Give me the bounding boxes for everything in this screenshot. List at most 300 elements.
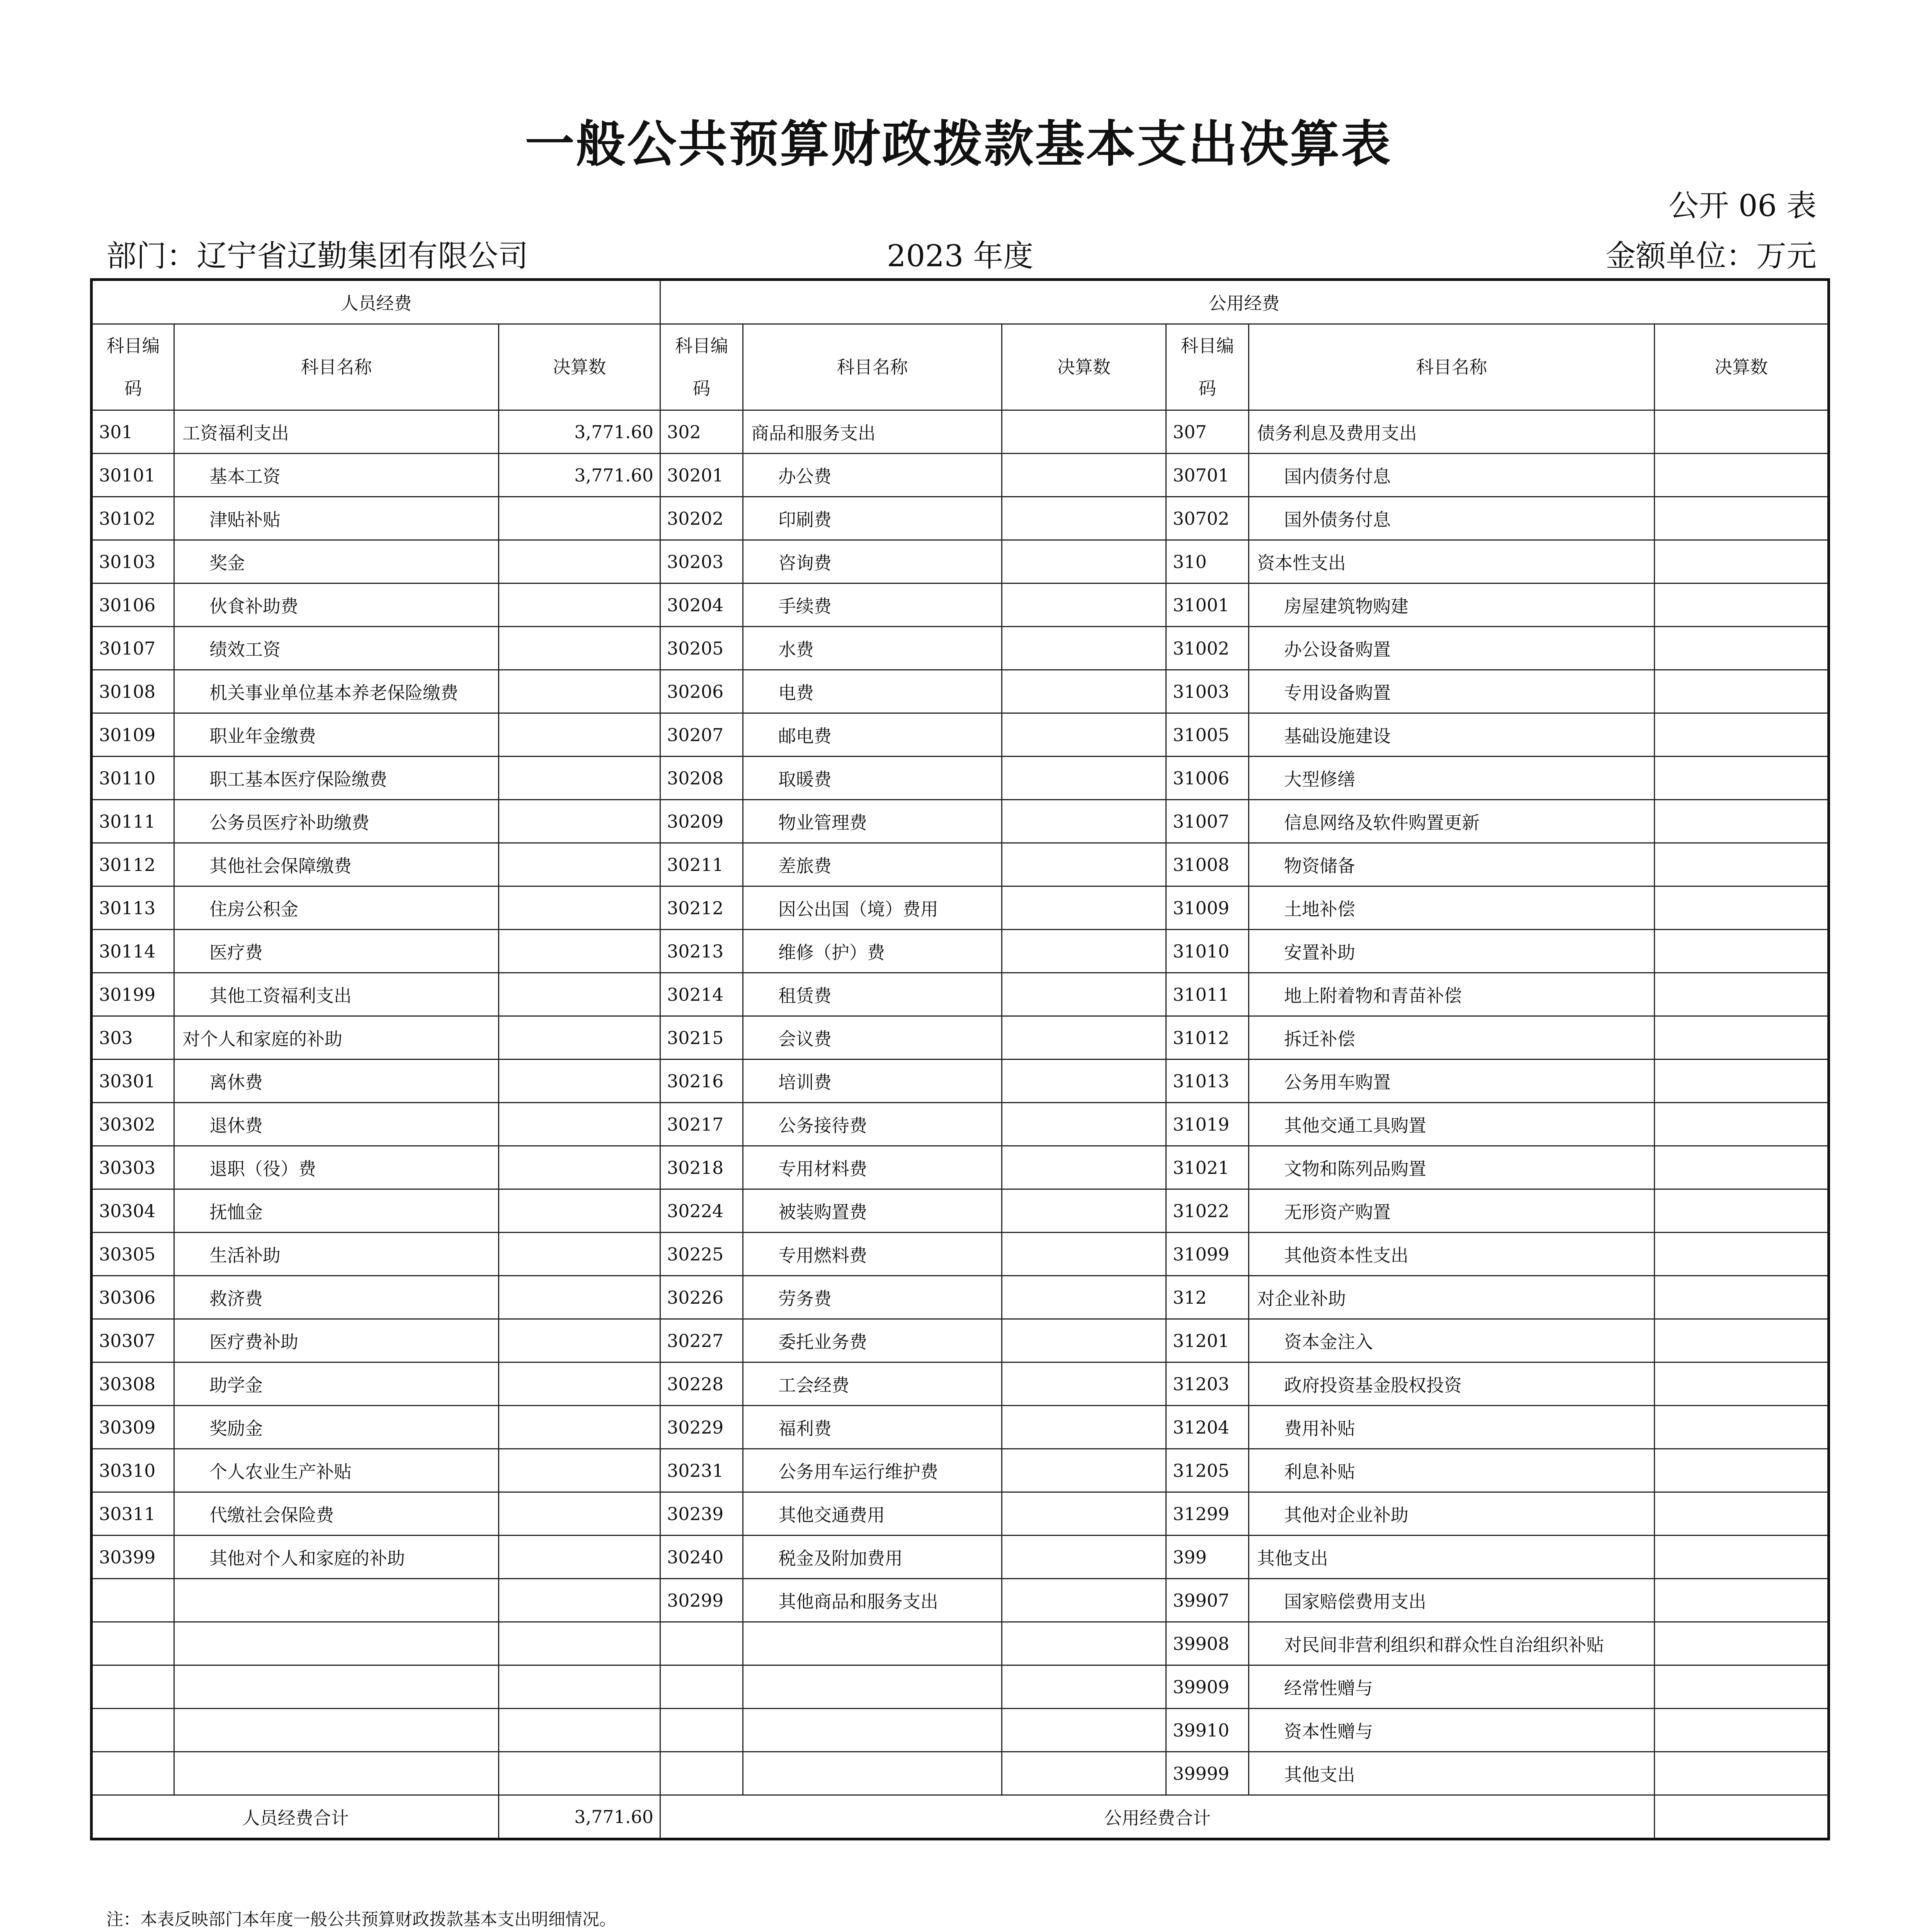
table-row: [92, 1709, 1829, 1752]
item-amount: [499, 757, 660, 800]
item-amount: [1655, 454, 1829, 497]
item-code: 31009: [1166, 886, 1249, 930]
item-name: 资本金注入: [1249, 1319, 1655, 1362]
item-amount: [499, 1103, 660, 1146]
item-name: 住房公积金: [174, 886, 499, 930]
note-line: 注：本表反映部门本年度一般公共预算财政拨款基本支出明细情况。: [106, 1910, 616, 1929]
table-row: [92, 886, 1829, 930]
item-name: 房屋建筑物购建: [1249, 583, 1655, 627]
item-amount: [1002, 540, 1166, 583]
item-code: 30399: [92, 1536, 174, 1579]
item-code: 30310: [92, 1449, 174, 1492]
item-amount: [499, 1449, 660, 1492]
table-row: [92, 670, 1829, 713]
item-amount: [1655, 1579, 1829, 1622]
item-name: [174, 1709, 499, 1752]
item-name: [174, 1752, 499, 1795]
item-amount: [1655, 1103, 1829, 1146]
item-code: 31008: [1166, 843, 1249, 886]
item-name: 劳务费: [743, 1276, 1002, 1319]
item-code: 30304: [92, 1189, 174, 1233]
amount-unit: 金额单位：万元: [1605, 239, 1817, 274]
item-name: 基础设施建设: [1249, 713, 1655, 757]
fiscal-year: 2023 年度: [887, 239, 1034, 274]
table-row: [92, 1016, 1829, 1060]
item-code: [92, 1665, 174, 1709]
item-code: 30308: [92, 1362, 174, 1406]
item-name: [174, 1622, 499, 1665]
item-name: 绩效工资: [174, 627, 499, 670]
item-amount: [1002, 1622, 1166, 1665]
department-label: 部门：辽宁省辽勤集团有限公司: [106, 239, 529, 274]
item-name: 会议费: [743, 1016, 1002, 1060]
item-code: 30224: [660, 1189, 743, 1233]
column-header-amount: 决算数: [499, 324, 660, 410]
public-total-label: 公用经费合计: [660, 1795, 1655, 1839]
item-name: [743, 1622, 1002, 1665]
item-amount: [499, 497, 660, 540]
item-code: [92, 1579, 174, 1622]
item-amount: [1655, 973, 1829, 1016]
item-code: [660, 1665, 743, 1709]
item-amount: [1655, 1622, 1829, 1665]
item-name: 公务用车购置: [1249, 1060, 1655, 1103]
item-amount: [1002, 1103, 1166, 1146]
item-code: 30226: [660, 1276, 743, 1319]
item-code: 30208: [660, 757, 743, 800]
item-code: 30701: [1166, 454, 1249, 497]
item-code: 30309: [92, 1406, 174, 1449]
item-code: 30306: [92, 1276, 174, 1319]
item-name: 大型修缮: [1249, 757, 1655, 800]
item-name: 被装购置费: [743, 1189, 1002, 1233]
item-code: 30228: [660, 1362, 743, 1406]
item-name: 因公出国（境）费用: [743, 886, 1002, 930]
item-code: 31010: [1166, 930, 1249, 973]
item-code: 31205: [1166, 1449, 1249, 1492]
item-code: 30229: [660, 1406, 743, 1449]
item-name: 福利费: [743, 1406, 1002, 1449]
item-name: 国内债务付息: [1249, 454, 1655, 497]
item-name: 商品和服务支出: [743, 410, 1002, 454]
item-amount: [1655, 1665, 1829, 1709]
item-amount: [1655, 1449, 1829, 1492]
item-amount: [1002, 1016, 1166, 1060]
table-row: [92, 540, 1829, 583]
item-amount: [499, 540, 660, 583]
item-amount: [1002, 670, 1166, 713]
table-row: [92, 1103, 1829, 1146]
item-name: 物业管理费: [743, 800, 1002, 843]
table-row: [92, 1319, 1829, 1362]
item-name: 水费: [743, 627, 1002, 670]
item-code: 30305: [92, 1233, 174, 1276]
item-name: 奖金: [174, 540, 499, 583]
item-name: 医疗费: [174, 930, 499, 973]
table-row: [92, 1146, 1829, 1189]
item-code: 39908: [1166, 1622, 1249, 1665]
item-name: 其他对个人和家庭的补助: [174, 1536, 499, 1579]
item-amount: [1655, 670, 1829, 713]
item-code: 30112: [92, 843, 174, 886]
item-amount: [1655, 1189, 1829, 1233]
item-amount: [499, 1362, 660, 1406]
table-row: [92, 1233, 1829, 1276]
item-name: 专用设备购置: [1249, 670, 1655, 713]
item-amount: [1002, 843, 1166, 886]
item-name: 退休费: [174, 1103, 499, 1146]
item-code: 31299: [1166, 1492, 1249, 1536]
item-amount: [1655, 497, 1829, 540]
item-name: 信息网络及软件购置更新: [1249, 800, 1655, 843]
item-code: 31002: [1166, 627, 1249, 670]
item-code: 39999: [1166, 1752, 1249, 1795]
item-name: 助学金: [174, 1362, 499, 1406]
item-amount: [499, 1579, 660, 1622]
item-code: 30212: [660, 886, 743, 930]
group-public: 公用经费: [660, 280, 1829, 324]
form-number: 公开 06 表: [1669, 189, 1817, 223]
item-amount: [499, 1189, 660, 1233]
table-row: [92, 497, 1829, 540]
table-row: [92, 454, 1829, 497]
item-name: 津贴补贴: [174, 497, 499, 540]
item-code: 30209: [660, 800, 743, 843]
item-name: 利息补贴: [1249, 1449, 1655, 1492]
item-code: 30205: [660, 627, 743, 670]
item-amount: [1002, 1276, 1166, 1319]
item-name: 其他支出: [1249, 1752, 1655, 1795]
item-code: 30239: [660, 1492, 743, 1536]
item-amount: [499, 1492, 660, 1536]
item-amount: [1655, 930, 1829, 973]
table-row: [92, 1276, 1829, 1319]
item-amount: [1655, 1709, 1829, 1752]
item-amount: [1655, 1406, 1829, 1449]
item-amount: [1002, 1406, 1166, 1449]
table-row: [92, 1406, 1829, 1449]
item-name: [743, 1665, 1002, 1709]
item-amount: [1655, 886, 1829, 930]
item-code: 30206: [660, 670, 743, 713]
item-code: 30303: [92, 1146, 174, 1189]
item-name: [743, 1709, 1002, 1752]
item-amount: [499, 1233, 660, 1276]
item-amount: [1002, 1709, 1166, 1752]
item-name: 取暖费: [743, 757, 1002, 800]
item-amount: [1002, 1492, 1166, 1536]
item-name: 职业年金缴费: [174, 713, 499, 757]
item-code: 30103: [92, 540, 174, 583]
item-name: 资本性赠与: [1249, 1709, 1655, 1752]
item-code: 30240: [660, 1536, 743, 1579]
item-amount: [499, 1016, 660, 1060]
column-header-code: 科目编码: [660, 324, 743, 410]
item-name: 其他支出: [1249, 1536, 1655, 1579]
item-name: 公务接待费: [743, 1103, 1002, 1146]
item-code: 30207: [660, 713, 743, 757]
item-amount: [1655, 1146, 1829, 1189]
item-code: 30218: [660, 1146, 743, 1189]
item-amount: [1655, 843, 1829, 886]
item-name: 办公费: [743, 454, 1002, 497]
item-name: 其他交通工具购置: [1249, 1103, 1655, 1146]
item-amount: [499, 800, 660, 843]
item-amount: [1002, 930, 1166, 973]
item-name: 生活补助: [174, 1233, 499, 1276]
column-header-code: 科目编码: [1166, 324, 1249, 410]
item-code: [92, 1622, 174, 1665]
item-code: 30231: [660, 1449, 743, 1492]
group-personnel: 人员经费: [92, 280, 660, 324]
item-name: 个人农业生产补贴: [174, 1449, 499, 1492]
item-name: 其他商品和服务支出: [743, 1579, 1002, 1622]
column-header-row: [92, 324, 1829, 410]
item-amount: [499, 1622, 660, 1665]
item-amount: [1002, 713, 1166, 757]
item-name: 对民间非营利组织和群众性自治组织补贴: [1249, 1622, 1655, 1665]
item-code: 312: [1166, 1276, 1249, 1319]
item-code: 30213: [660, 930, 743, 973]
item-code: 31019: [1166, 1103, 1249, 1146]
item-name: 费用补贴: [1249, 1406, 1655, 1449]
column-header-name: 科目名称: [1249, 324, 1655, 410]
item-name: 基本工资: [174, 454, 499, 497]
item-code: 399: [1166, 1536, 1249, 1579]
item-amount: [1655, 1752, 1829, 1795]
item-amount: [499, 1536, 660, 1579]
item-name: 印刷费: [743, 497, 1002, 540]
item-code: 30110: [92, 757, 174, 800]
item-code: 30204: [660, 583, 743, 627]
item-name: 安置补助: [1249, 930, 1655, 973]
item-code: 310: [1166, 540, 1249, 583]
item-name: [174, 1579, 499, 1622]
item-amount: [1002, 757, 1166, 800]
column-header-amount: 决算数: [1002, 324, 1166, 410]
item-code: 30307: [92, 1319, 174, 1362]
item-amount: [1655, 1276, 1829, 1319]
table-row: [92, 1536, 1829, 1579]
item-code: 31012: [1166, 1016, 1249, 1060]
item-code: 31099: [1166, 1233, 1249, 1276]
item-amount: [1002, 1536, 1166, 1579]
item-name: 差旅费: [743, 843, 1002, 886]
table-row: [92, 1665, 1829, 1709]
item-amount: [1655, 1492, 1829, 1536]
item-amount: [1655, 1362, 1829, 1406]
item-name: 拆迁补偿: [1249, 1016, 1655, 1060]
item-amount: [499, 713, 660, 757]
item-code: [92, 1709, 174, 1752]
item-code: 30216: [660, 1060, 743, 1103]
item-amount: [1002, 1233, 1166, 1276]
item-code: 31003: [1166, 670, 1249, 713]
item-amount: [1002, 583, 1166, 627]
item-name: 邮电费: [743, 713, 1002, 757]
item-amount: [1002, 410, 1166, 454]
item-name: 税金及附加费用: [743, 1536, 1002, 1579]
table-row: [92, 1449, 1829, 1492]
table-row: [92, 800, 1829, 843]
item-amount: [1002, 1449, 1166, 1492]
item-amount: [499, 1060, 660, 1103]
item-amount: [1655, 1016, 1829, 1060]
item-code: 31007: [1166, 800, 1249, 843]
table-row: [92, 843, 1829, 886]
item-name: 其他工资福利支出: [174, 973, 499, 1016]
item-name: 电费: [743, 670, 1002, 713]
item-amount: [499, 1752, 660, 1795]
item-code: 31021: [1166, 1146, 1249, 1189]
item-amount: [1002, 454, 1166, 497]
item-name: 工资福利支出: [174, 410, 499, 454]
item-code: 39907: [1166, 1579, 1249, 1622]
item-amount: [1655, 1060, 1829, 1103]
table-row: [92, 930, 1829, 973]
item-amount: [499, 1709, 660, 1752]
item-amount: [499, 930, 660, 973]
table-row: [92, 713, 1829, 757]
table-row: [92, 1060, 1829, 1103]
item-name: 专用材料费: [743, 1146, 1002, 1189]
item-name: 工会经费: [743, 1362, 1002, 1406]
table-row: [92, 1752, 1829, 1795]
item-code: 30301: [92, 1060, 174, 1103]
item-name: 政府投资基金股权投资: [1249, 1362, 1655, 1406]
item-amount: [1002, 973, 1166, 1016]
item-amount: [1655, 757, 1829, 800]
item-amount: [1002, 886, 1166, 930]
column-header-name: 科目名称: [743, 324, 1002, 410]
item-name: 公务用车运行维护费: [743, 1449, 1002, 1492]
item-name: 伙食补助费: [174, 583, 499, 627]
item-code: 30201: [660, 454, 743, 497]
item-amount: [1655, 410, 1829, 454]
item-code: 301: [92, 410, 174, 454]
item-amount: 3,771.60: [499, 454, 660, 497]
item-name: [743, 1752, 1002, 1795]
item-code: 30107: [92, 627, 174, 670]
item-amount: [499, 843, 660, 886]
item-amount: [1655, 540, 1829, 583]
item-code: 30108: [92, 670, 174, 713]
column-header-code: 科目编码: [92, 324, 174, 410]
item-amount: [1002, 1665, 1166, 1709]
item-name: 经常性赠与: [1249, 1665, 1655, 1709]
table-row: [92, 1622, 1829, 1665]
item-name: 无形资产购置: [1249, 1189, 1655, 1233]
item-amount: [1655, 1536, 1829, 1579]
item-amount: 3,771.60: [499, 410, 660, 454]
table-row: [92, 973, 1829, 1016]
item-code: 302: [660, 410, 743, 454]
item-code: 30215: [660, 1016, 743, 1060]
item-amount: [499, 1319, 660, 1362]
item-code: 30114: [92, 930, 174, 973]
item-amount: [1655, 627, 1829, 670]
table-row: [92, 627, 1829, 670]
item-name: 救济费: [174, 1276, 499, 1319]
item-name: 其他资本性支出: [1249, 1233, 1655, 1276]
item-amount: [1002, 1060, 1166, 1103]
item-code: [660, 1752, 743, 1795]
item-name: 土地补偿: [1249, 886, 1655, 930]
item-code: [92, 1752, 174, 1795]
item-amount: [1655, 1233, 1829, 1276]
item-amount: [1002, 1362, 1166, 1406]
item-name: 职工基本医疗保险缴费: [174, 757, 499, 800]
public-total-amount: [1655, 1795, 1829, 1839]
item-amount: [1002, 1189, 1166, 1233]
table-row: [92, 757, 1829, 800]
item-amount: [499, 1146, 660, 1189]
item-code: 30299: [660, 1579, 743, 1622]
item-code: 30199: [92, 973, 174, 1016]
item-name: 代缴社会保险费: [174, 1492, 499, 1536]
table-row: [92, 410, 1829, 454]
table-row: [92, 1189, 1829, 1233]
table-row: [92, 583, 1829, 627]
expenditure-table: [90, 278, 1830, 1840]
totals-row: [92, 1795, 1829, 1839]
item-amount: [1002, 800, 1166, 843]
group-header-row: [92, 280, 1829, 324]
item-amount: [1002, 1752, 1166, 1795]
item-code: 30101: [92, 454, 174, 497]
item-amount: [499, 1276, 660, 1319]
item-amount: [1002, 1579, 1166, 1622]
item-name: 维修（护）费: [743, 930, 1002, 973]
item-code: 31013: [1166, 1060, 1249, 1103]
item-code: [660, 1622, 743, 1665]
notes: [106, 1899, 616, 1932]
item-code: 30227: [660, 1319, 743, 1362]
item-name: 委托业务费: [743, 1319, 1002, 1362]
table-row: [92, 1579, 1829, 1622]
item-code: 303: [92, 1016, 174, 1060]
item-code: 30109: [92, 713, 174, 757]
item-code: 30302: [92, 1103, 174, 1146]
item-name: 抚恤金: [174, 1189, 499, 1233]
item-amount: [1002, 1319, 1166, 1362]
item-code: 30102: [92, 497, 174, 540]
table-row: [92, 1492, 1829, 1536]
item-amount: [499, 973, 660, 1016]
item-code: 31005: [1166, 713, 1249, 757]
item-amount: [1655, 583, 1829, 627]
item-name: 专用燃料费: [743, 1233, 1002, 1276]
item-name: 对企业补助: [1249, 1276, 1655, 1319]
item-code: 30111: [92, 800, 174, 843]
item-amount: [499, 1406, 660, 1449]
item-name: 对个人和家庭的补助: [174, 1016, 499, 1060]
item-name: 其他交通费用: [743, 1492, 1002, 1536]
item-name: 租赁费: [743, 973, 1002, 1016]
item-code: 31022: [1166, 1189, 1249, 1233]
item-name: 文物和陈列品购置: [1249, 1146, 1655, 1189]
item-name: 国外债务付息: [1249, 497, 1655, 540]
item-name: 医疗费补助: [174, 1319, 499, 1362]
item-code: 30202: [660, 497, 743, 540]
item-code: 30225: [660, 1233, 743, 1276]
item-name: 资本性支出: [1249, 540, 1655, 583]
item-amount: [1002, 1146, 1166, 1189]
item-code: 30113: [92, 886, 174, 930]
item-code: 31001: [1166, 583, 1249, 627]
item-amount: [499, 627, 660, 670]
column-header-amount: 决算数: [1655, 324, 1829, 410]
